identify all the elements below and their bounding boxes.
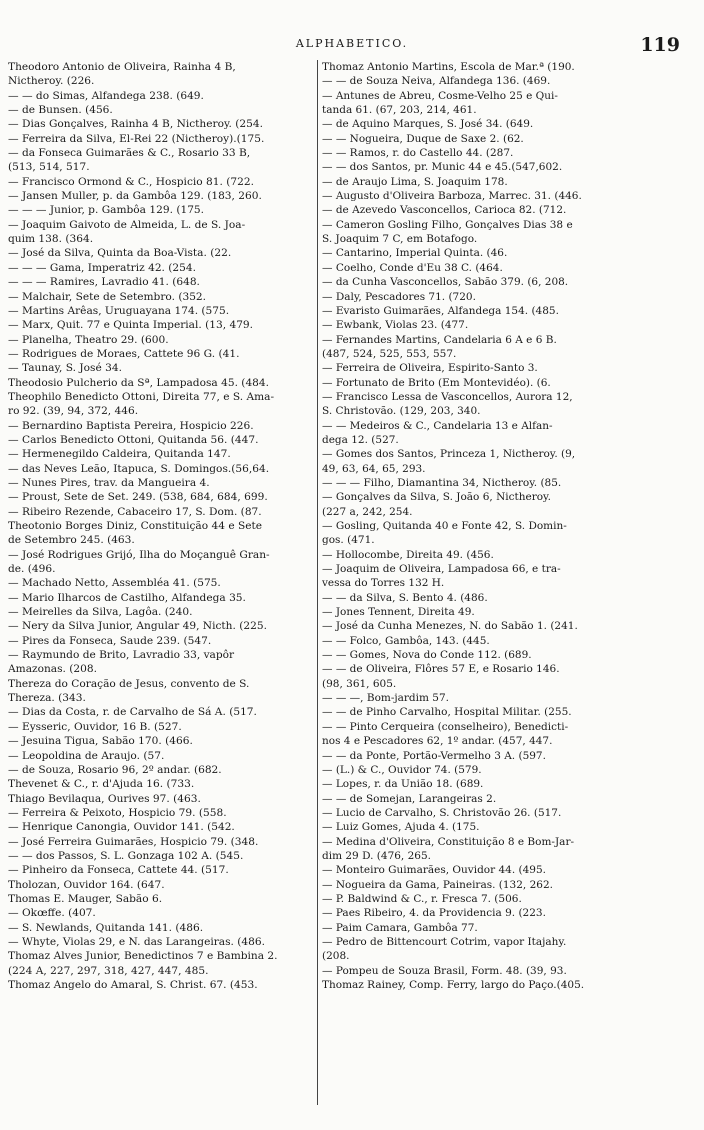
- directory-entry-line: — Eysseric, Ouvidor, 16 B. (527.: [8, 720, 182, 733]
- directory-entry-line: — das Neves Leão, Itapuca, S. Domingos.(56,64.: [8, 462, 270, 475]
- directory-entry-line: Thereza. (343.: [8, 692, 86, 705]
- directory-entry-line: — José Rodrigues Grijó, Ilha do Moçanguê Gran-: [8, 548, 270, 561]
- directory-entry-line: — Rodrigues de Moraes, Cattete 96 G. (41.: [8, 347, 240, 360]
- directory-entry-line: Thomaz Angelo do Amaral, S. Christ. 67. (453.: [8, 979, 258, 991]
- directory-entry-line: — Ferreira & Peixoto, Hospicio 79. (558.: [8, 806, 227, 819]
- directory-entry-line: — Lucio de Carvalho, S. Christovão 26. (517.: [322, 806, 562, 819]
- page-number: 119: [640, 34, 680, 56]
- directory-entry-line: — Fortunato de Brito (Em Montevidéo). (6.: [322, 376, 551, 389]
- directory-entry-line: — — Ramos, r. do Castello 44. (287.: [322, 147, 514, 160]
- directory-entry-line: — P. Baldwind & C., r. Fresca 7. (506.: [322, 892, 522, 905]
- directory-entry-line: Thomas E. Mauger, Sabão 6.: [8, 892, 163, 905]
- directory-entry-line: — — Medeiros & C., Candelaria 13 e Alfan-: [322, 419, 553, 432]
- directory-entry-line: Thomaz Alves Junior, Benedictinos 7 e Bambina 2.: [8, 950, 278, 963]
- directory-entry-line: — Nery da Silva Junior, Angular 49, Nicth. (225.: [8, 620, 267, 633]
- directory-entry-line: — Ribeiro Rezende, Cabaceiro 17, S. Dom. (87.: [8, 505, 262, 518]
- directory-entry-line: — Nogueira da Gama, Paineiras. (132, 262.: [322, 878, 553, 891]
- directory-entry-line: — da Cunha Vasconcellos, Sabão 379. (6, 208.: [322, 276, 569, 289]
- directory-entry-line: — Joaquim de Oliveira, Lampadosa 66, e tra-: [322, 563, 561, 576]
- directory-entry-line: — — de Souza Neiva, Alfandega 136. (469.: [322, 75, 551, 88]
- directory-entry-line: — de Araujo Lima, S. Joaquim 178.: [322, 175, 508, 188]
- directory-entry-line: S. Joaquim 7 C, em Botafogo.: [322, 233, 478, 246]
- directory-entry-line: — — de Somejan, Larangeiras 2.: [322, 792, 497, 805]
- directory-entry-line: — da Fonseca Guimarães & C., Rosario 33 B,: [8, 147, 251, 160]
- directory-entry-line: — — dos Santos, pr. Munic 44 e 45.(547,602.: [322, 161, 563, 174]
- directory-entry-line: — Pedro de Bittencourt Cotrim, vapor Itajahy.: [322, 935, 567, 948]
- directory-entry-line: — Henrique Canongia, Ouvidor 141. (542.: [8, 821, 235, 834]
- directory-entry-line: — de Aquino Marques, S. José 34. (649.: [322, 118, 534, 131]
- directory-entry-line: — José da Silva, Quinta da Boa-Vista. (22.: [8, 247, 232, 260]
- running-head: ALPHABETICO.: [295, 37, 409, 50]
- directory-entry-line: — de Souza, Rosario 96, 2º andar. (682.: [8, 763, 222, 776]
- directory-entry-line: — Malchair, Sete de Setembro. (352.: [8, 290, 207, 303]
- directory-entry-line: — Evaristo Guimarães, Alfandega 154. (485.: [322, 304, 559, 317]
- directory-entry-line: — — — Gama, Imperatriz 42. (254.: [8, 261, 197, 274]
- directory-entry-line: 49, 63, 64, 65, 293.: [322, 462, 426, 475]
- column-divider: [317, 60, 318, 1105]
- directory-entry-line: Nictheroy. (226.: [8, 75, 95, 88]
- directory-entry-line: (98, 361, 605.: [322, 677, 397, 690]
- directory-entry-line: — Joaquim Gaivoto de Almeida, L. de S. Joa-: [8, 218, 246, 231]
- directory-entry-line: — S. Newlands, Quitanda 141. (486.: [8, 921, 204, 934]
- directory-entry-line: — — de Pinho Carvalho, Hospital Militar. (255.: [322, 706, 572, 719]
- directory-entry-line: — Medina d'Oliveira, Constituição 8 e Bom-Jar-: [322, 835, 575, 848]
- directory-entry-line: de Setembro 245. (463.: [8, 534, 135, 547]
- directory-entry-line: Tholozan, Ouvidor 164. (647.: [8, 878, 165, 891]
- directory-entry-line: — Gosling, Quitanda 40 e Fonte 42, S. Domin-: [322, 520, 567, 532]
- directory-entry-line: Theotonio Borges Diniz, Constituição 44 e Sete: [8, 520, 263, 532]
- directory-entry-line: — Jansen Muller, p. da Gambôa 129. (183, 260.: [8, 190, 262, 203]
- directory-entry-line: — — Gomes, Nova do Conde 112. (689.: [322, 649, 532, 662]
- directory-entry-line: — Ferreira de Oliveira, Espirito-Santo 3.: [322, 362, 538, 375]
- directory-entry-line: — Coelho, Conde d'Eu 38 C. (464.: [322, 261, 503, 274]
- directory-entry-line: — Gonçalves da Silva, S. João 6, Nictheroy.: [322, 491, 551, 504]
- directory-entry-line: Thevenet & C., r. d'Ajuda 16. (733.: [8, 778, 195, 791]
- directory-entry-line: — Okœffe. (407.: [8, 907, 96, 920]
- directory-entry-line: — Pompeu de Souza Brasil, Form. 48. (39, 93.: [322, 964, 567, 977]
- directory-entry-line: — Raymundo de Brito, Lavradio 33, vapôr: [8, 649, 235, 662]
- directory-entry-line: — Daly, Pescadores 71. (720.: [322, 290, 476, 303]
- directory-entry-line: — Ewbank, Violas 23. (477.: [322, 319, 469, 332]
- directory-entry-line: Theophilo Benedicto Ottoni, Direita 77, e S. Ama-: [8, 390, 275, 403]
- directory-entry-line: — Francisco Lessa de Vasconcellos, Aurora 12,: [322, 390, 573, 403]
- directory-entry-line: (224 A, 227, 297, 318, 427, 447, 485.: [8, 964, 209, 977]
- directory-entry-line: Thereza do Coração de Jesus, convento de S.: [8, 677, 250, 690]
- directory-entry-line: — — do Simas, Alfandega 238. (649.: [8, 89, 204, 102]
- directory-entry-line: — — da Ponte, Portão-Vermelho 3 A. (597.: [322, 749, 546, 762]
- directory-entry-line: — Leopoldina de Araujo. (57.: [8, 749, 165, 762]
- directory-entry-line: — Mario Ilharcos de Castilho, Alfandega 35.: [8, 591, 246, 604]
- directory-entry-line: — Francisco Ormond & C., Hospicio 81. (722.: [8, 175, 254, 188]
- directory-entry-line: — de Azevedo Vasconcellos, Carioca 82. (712.: [322, 204, 567, 217]
- directory-entry-line: — Ferreira da Silva, El-Rei 22 (Nictheroy).(175.: [8, 132, 265, 145]
- directory-entry-line: — José da Cunha Menezes, N. do Sabão 1. (241.: [322, 620, 578, 633]
- directory-entry-line: quim 138. (364.: [8, 233, 94, 246]
- directory-entry-line: — Jones Tennent, Direita 49.: [322, 606, 475, 619]
- directory-entry-line: Theodosio Pulcherio da Sª, Lampadosa 45. (484.: [8, 376, 270, 389]
- directory-entry-line: — — da Silva, S. Bento 4. (486.: [322, 591, 488, 604]
- directory-entry-line: dim 29 D. (476, 265.: [322, 849, 431, 862]
- directory-entry-line: — Proust, Sete de Set. 249. (538, 684, 684, 699.: [8, 491, 268, 504]
- directory-entry-line: — Carlos Benedicto Ottoni, Quitanda 56. (447.: [8, 433, 259, 446]
- page-header: [0, 34, 704, 56]
- directory-entry-line: — Nunes Pires, trav. da Mangueira 4.: [8, 476, 210, 489]
- directory-entry-line: — Taunay, S. José 34.: [8, 362, 122, 375]
- directory-entry-line: — José Ferreira Guimarães, Hospicio 79. (348.: [8, 835, 259, 848]
- directory-entry-line: — — Nogueira, Duque de Saxe 2. (62.: [322, 132, 524, 145]
- directory-entry-line: vessa do Torres 132 H.: [322, 577, 445, 590]
- directory-entry-line: — Dias Gonçalves, Rainha 4 B, Nictheroy. (254.: [8, 118, 263, 131]
- directory-entry-line: — — — Ramires, Lavradio 41. (648.: [8, 276, 200, 289]
- directory-entry-line: gos. (471.: [322, 534, 375, 547]
- directory-entry-line: Thiago Bevilaqua, Ourives 97. (463.: [8, 792, 201, 805]
- directory-entry-line: — Cantarino, Imperial Quinta. (46.: [322, 247, 508, 260]
- left-column: [8, 60, 328, 1120]
- directory-entry-line: — Meirelles da Silva, Lagôa. (240.: [8, 606, 193, 619]
- directory-entry-line: — Planelha, Theatro 29. (600.: [8, 333, 169, 346]
- directory-entry-line: de. (496.: [8, 563, 56, 576]
- directory-entry-line: — — Folco, Gambôa, 143. (445.: [322, 634, 490, 647]
- directory-entry-line: ro 92. (39, 94, 372, 446.: [8, 405, 139, 418]
- directory-entry-line: — Cameron Gosling Filho, Gonçalves Dias 38 e: [322, 218, 573, 231]
- directory-entry-line: — Fernandes Martins, Candelaria 6 A e 6 B.: [322, 333, 557, 346]
- directory-entry-line: — de Bunsen. (456.: [8, 104, 113, 117]
- directory-entry-line: — — — Junior, p. Gambôa 129. (175.: [8, 204, 205, 217]
- directory-entry-line: S. Christovão. (129, 203, 340.: [322, 405, 481, 418]
- directory-entry-line: — Machado Netto, Assembléa 41. (575.: [8, 577, 221, 590]
- directory-entry-line: — — Pinto Cerqueira (conselheiro), Benedicti-: [322, 720, 569, 733]
- directory-entry-line: Thomaz Rainey, Comp. Ferry, largo do Paço.(405.: [322, 979, 585, 991]
- directory-entry-line: — Pinheiro da Fonseca, Cattete 44. (517.: [8, 864, 229, 877]
- directory-entry-line: — — — Filho, Diamantina 34, Nictheroy. (85.: [322, 476, 562, 489]
- directory-entry-line: — Hermenegildo Caldeira, Quitanda 147.: [8, 448, 231, 461]
- directory-entry-line: — Lopes, r. da União 18. (689.: [322, 778, 484, 791]
- directory-entry-line: Amazonas. (208.: [8, 663, 98, 676]
- directory-entry-line: — Jesuina Tigua, Sabão 170. (466.: [8, 735, 193, 748]
- directory-entry-line: dega 12. (527.: [322, 433, 399, 446]
- right-column: [322, 60, 690, 1120]
- directory-entry-line: (487, 524, 525, 553, 557.: [322, 347, 457, 360]
- directory-entry-line: (227 a, 242, 254.: [322, 505, 413, 518]
- directory-entry-line: — Pires da Fonseca, Saude 239. (547.: [8, 634, 212, 647]
- directory-entry-line: — Gomes dos Santos, Princeza 1, Nictheroy. (9,: [322, 448, 576, 461]
- directory-entry-line: (513, 514, 517.: [8, 161, 90, 174]
- directory-entry-line: — Luiz Gomes, Ajuda 4. (175.: [322, 821, 480, 834]
- directory-entry-line: nos 4 e Pescadores 62, 1º andar. (457, 447.: [322, 735, 553, 748]
- directory-entry-line: — Monteiro Guimarães, Ouvidor 44. (495.: [322, 864, 546, 877]
- directory-entry-line: — Augusto d'Oliveira Barboza, Marrec. 31. (446.: [322, 190, 582, 203]
- directory-entry-line: — (L.) & C., Ouvidor 74. (579.: [322, 763, 482, 776]
- directory-entry-line: — Whyte, Violas 29, e N. das Larangeiras. (486.: [8, 935, 266, 948]
- directory-entry-line: — — —, Bom-jardim 57.: [322, 692, 449, 705]
- directory-entry-line: Thomaz Antonio Martins, Escola de Mar.ª (190.: [322, 61, 575, 73]
- directory-entry-line: — — de Oliveira, Flôres 57 E, e Rosario 146.: [322, 663, 560, 676]
- directory-entry-line: — Paim Camara, Gambôa 77.: [322, 921, 478, 934]
- directory-entry-line: — Hollocombe, Direita 49. (456.: [322, 548, 494, 561]
- directory-entry-line: — Paes Ribeiro, 4. da Providencia 9. (223.: [322, 907, 546, 920]
- directory-entry-line: — Dias da Costa, r. de Carvalho de Sá A. (517.: [8, 706, 257, 719]
- directory-entry-line: — Bernardino Baptista Pereira, Hospicio 226.: [8, 419, 254, 432]
- directory-entry-line: — Martins Arêas, Uruguayana 174. (575.: [8, 304, 230, 317]
- directory-entry-line: Theodoro Antonio de Oliveira, Rainha 4 B,: [8, 61, 236, 73]
- directory-entry-line: — — dos Passos, S. L. Gonzaga 102 A. (545.: [8, 849, 244, 862]
- directory-entry-line: (208.: [322, 950, 350, 963]
- directory-entry-line: — Marx, Quit. 77 e Quinta Imperial. (13, 479.: [8, 319, 254, 332]
- directory-entry-line: tanda 61. (67, 203, 214, 461.: [322, 104, 477, 117]
- directory-entry-line: — Antunes de Abreu, Cosme-Velho 25 e Qui-: [322, 89, 558, 102]
